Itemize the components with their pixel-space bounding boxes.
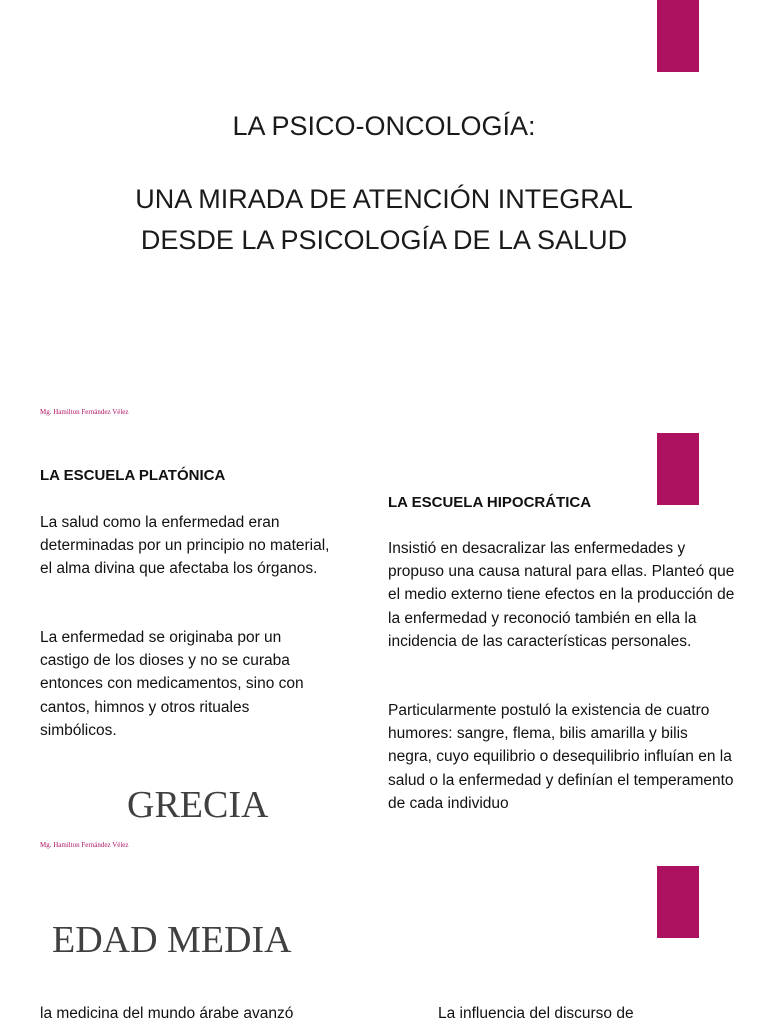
author-credit: Mg. Hamilton Fernández Vélez — [40, 408, 129, 416]
arab-medicine-text: la medicina del mundo árabe avanzó — [40, 1005, 294, 1022]
accent-bar — [657, 866, 699, 938]
discourse-influence-text: La influencia del discurso de — [438, 1005, 634, 1022]
hippocratic-school-heading: LA ESCUELA HIPOCRÁTICA — [388, 494, 592, 511]
slide-grecia — [0, 430, 768, 860]
hippocratic-school-paragraph-1: Insistió en desacralizar las enfermedades y propuso una causa natural para ellas. Planteó que el medio externo tiene efectos en la producción de la enfermedad y reconoció también en ella la incidencia de las características personales. — [388, 540, 735, 650]
slide-edad-media — [0, 860, 768, 1024]
platonic-school-paragraph-2: La enfermedad se originaba por un castigo de los dioses y no se curaba entonces con medicamentos, sino con cantos, himnos y otros rituales simbólicos. — [40, 629, 304, 739]
grecia-title: GRECIA — [127, 784, 269, 826]
platonic-school-heading: LA ESCUELA PLATÓNICA — [40, 467, 226, 484]
slide-title-line-2: UNA MIRADA DE ATENCIÓN INTEGRAL — [135, 184, 633, 214]
slide-title-line-3: DESDE LA PSICOLOGÍA DE LA SALUD — [140, 225, 628, 255]
platonic-school-paragraph-1: La salud como la enfermedad eran determinadas por un principio no material, el alma divina que afectaba los órganos. — [40, 514, 330, 578]
accent-bar — [657, 0, 699, 72]
hippocratic-school-paragraph-2: Particularmente postuló la existencia de cuatro humores: sangre, flema, bilis amarilla y bilis negra, cuyo equilibrio o desequilibrio influían en la salud o la enfermedad y definían el temperamento de cada individuo — [388, 702, 734, 812]
author-credit: Mg. Hamilton Fernández Vélez — [40, 841, 129, 849]
accent-bar — [657, 433, 699, 505]
edad-media-title: EDAD MEDIA — [52, 919, 292, 961]
slide-title — [0, 0, 768, 430]
slide-title-line-1: LA PSICO-ONCOLOGÍA: — [232, 111, 536, 141]
